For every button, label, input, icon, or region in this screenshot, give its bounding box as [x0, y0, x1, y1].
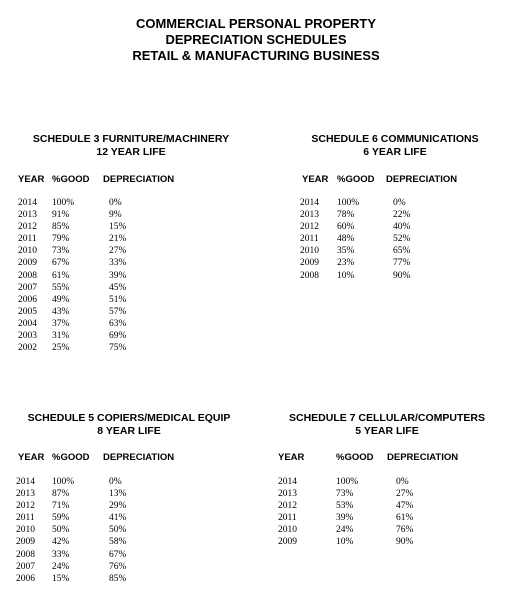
percent-good-cell: 35% — [337, 246, 355, 257]
col-year-header: YEAR — [278, 452, 305, 463]
col-good-header: %GOOD — [52, 452, 90, 463]
table-row — [18, 342, 244, 354]
depreciation-cell: 15% — [109, 222, 127, 233]
percent-good-cell: 25% — [52, 343, 70, 354]
schedule-3 — [18, 133, 244, 373]
depreciation-cell: 57% — [109, 306, 127, 317]
schedule-6 — [300, 133, 490, 293]
percent-good-cell: 48% — [337, 234, 355, 245]
depreciation-cell: 45% — [109, 282, 127, 293]
year-cell: 2006 — [18, 294, 37, 305]
depreciation-cell: 76% — [109, 561, 127, 572]
table-row — [16, 561, 242, 573]
table-row — [18, 197, 244, 209]
depreciation-cell: 0% — [109, 198, 122, 208]
schedule-heading — [278, 412, 496, 438]
year-cell: 2012 — [300, 222, 319, 233]
title-line-3: RETAIL & MANUFACTURING BUSINESS — [132, 48, 380, 63]
percent-good-cell: 33% — [52, 549, 70, 560]
depreciation-cell: 39% — [109, 270, 127, 281]
table-row — [278, 524, 496, 536]
depreciation-cell: 90% — [396, 537, 414, 548]
table-row — [300, 209, 490, 221]
depreciation-cell: 50% — [109, 525, 127, 536]
year-cell: 2012 — [16, 501, 35, 512]
table-row — [300, 197, 490, 209]
schedule-life: 12 YEAR LIFE — [96, 146, 166, 158]
year-cell: 2008 — [18, 270, 37, 281]
percent-good-cell: 10% — [337, 270, 355, 281]
year-cell: 2009 — [300, 258, 319, 269]
percent-good-cell: 100% — [336, 477, 359, 487]
title-line-2: DEPRECIATION SCHEDULES — [165, 32, 347, 47]
table-row — [18, 209, 244, 221]
year-cell: 2007 — [18, 282, 37, 293]
col-good-header: %GOOD — [52, 174, 90, 185]
schedule-rows — [278, 476, 496, 549]
year-cell: 2011 — [16, 513, 35, 524]
percent-good-cell: 49% — [52, 294, 70, 305]
depreciation-cell: 27% — [109, 246, 127, 257]
percent-good-cell: 100% — [52, 198, 75, 208]
percent-good-cell: 87% — [52, 489, 70, 500]
table-row — [18, 221, 244, 233]
depreciation-cell: 27% — [396, 489, 414, 500]
depreciation-cell: 41% — [109, 513, 127, 524]
percent-good-cell: 24% — [336, 525, 354, 536]
year-cell: 2005 — [18, 306, 37, 317]
depreciation-cell: 0% — [396, 477, 409, 487]
depreciation-cell: 52% — [393, 234, 411, 245]
col-depreciation-header: DEPRECIATION — [386, 174, 458, 185]
schedule-heading — [16, 412, 242, 438]
year-cell: 2013 — [278, 489, 297, 500]
col-good-header: %GOOD — [337, 174, 375, 185]
table-row — [18, 233, 244, 245]
col-depreciation-header: DEPRECIATION — [103, 174, 175, 185]
percent-good-cell: 23% — [337, 258, 355, 269]
year-cell: 2010 — [278, 525, 297, 536]
percent-good-cell: 59% — [52, 513, 70, 524]
year-cell: 2008 — [16, 549, 35, 560]
depreciation-cell: 29% — [109, 501, 127, 512]
depreciation-cell: 65% — [393, 246, 411, 257]
depreciation-cell: 47% — [396, 501, 414, 512]
year-cell: 2013 — [300, 210, 319, 221]
schedule-heading — [18, 133, 244, 159]
year-cell: 2010 — [18, 246, 37, 257]
percent-good-cell: 61% — [52, 270, 70, 281]
percent-good-cell: 100% — [52, 477, 75, 487]
percent-good-cell: 100% — [337, 198, 360, 208]
table-row — [300, 257, 490, 269]
percent-good-cell: 43% — [52, 306, 70, 317]
percent-good-cell: 55% — [52, 282, 70, 293]
table-row — [18, 306, 244, 318]
schedule-title: SCHEDULE 6 COMMUNICATIONS — [311, 133, 479, 145]
table-row — [16, 573, 242, 585]
percent-good-cell: 73% — [52, 246, 70, 257]
year-cell: 2009 — [278, 537, 297, 548]
table-row — [16, 476, 242, 488]
percent-good-cell: 78% — [337, 210, 355, 221]
year-cell: 2011 — [278, 513, 297, 524]
year-cell: 2010 — [300, 246, 319, 257]
depreciation-cell: 67% — [109, 549, 127, 560]
year-cell: 2002 — [18, 343, 37, 354]
year-cell: 2011 — [300, 234, 319, 245]
table-row — [18, 257, 244, 269]
depreciation-cell: 33% — [109, 258, 127, 269]
depreciation-cell: 61% — [396, 513, 414, 524]
depreciation-cell: 0% — [393, 198, 406, 208]
table-row — [300, 245, 490, 257]
depreciation-cell: 21% — [109, 234, 127, 245]
table-row — [16, 549, 242, 561]
depreciation-cell: 63% — [109, 318, 127, 329]
schedule-rows — [300, 197, 490, 282]
col-good-header: %GOOD — [336, 452, 374, 463]
depreciation-cell: 85% — [109, 573, 127, 584]
table-row — [16, 500, 242, 512]
year-cell: 2006 — [16, 573, 35, 584]
table-row — [278, 488, 496, 500]
depreciation-cell: 9% — [109, 210, 122, 221]
table-row — [300, 221, 490, 233]
depreciation-cell: 13% — [109, 489, 127, 500]
depreciation-cell: 75% — [109, 343, 127, 354]
year-cell: 2009 — [16, 537, 35, 548]
percent-good-cell: 67% — [52, 258, 70, 269]
depreciation-cell: 76% — [396, 525, 414, 536]
col-year-header: YEAR — [302, 174, 329, 185]
table-row — [278, 512, 496, 524]
percent-good-cell: 60% — [337, 222, 355, 233]
percent-good-cell: 91% — [52, 210, 70, 221]
table-row — [18, 245, 244, 257]
depreciation-cell: 40% — [393, 222, 411, 233]
year-cell: 2014 — [300, 198, 319, 208]
percent-good-cell: 79% — [52, 234, 70, 245]
table-row — [16, 488, 242, 500]
schedule-rows — [18, 197, 244, 354]
table-row — [278, 476, 496, 488]
percent-good-cell: 73% — [336, 489, 354, 500]
depreciation-cell: 58% — [109, 537, 127, 548]
depreciation-cell: 77% — [393, 258, 411, 269]
depreciation-cell: 22% — [393, 210, 411, 221]
schedule-life: 8 YEAR LIFE — [97, 425, 161, 437]
depreciation-cell: 90% — [393, 270, 411, 281]
schedule-title: SCHEDULE 3 FURNITURE/MACHINERY — [32, 133, 230, 145]
col-year-header: YEAR — [18, 174, 45, 185]
year-cell: 2013 — [18, 210, 37, 221]
year-cell: 2009 — [18, 258, 37, 269]
percent-good-cell: 37% — [52, 318, 70, 329]
table-row — [16, 524, 242, 536]
table-row — [278, 500, 496, 512]
percent-good-cell: 10% — [336, 537, 354, 548]
depreciation-cell: 51% — [109, 294, 127, 305]
table-row — [18, 294, 244, 306]
year-cell: 2014 — [278, 477, 297, 487]
year-cell: 2004 — [18, 318, 37, 329]
year-cell: 2007 — [16, 561, 35, 572]
schedule-life: 5 YEAR LIFE — [355, 425, 419, 437]
year-cell: 2013 — [16, 489, 35, 500]
percent-good-cell: 42% — [52, 537, 70, 548]
title-line-1: COMMERCIAL PERSONAL PROPERTY — [135, 16, 377, 31]
year-cell: 2014 — [16, 477, 35, 487]
schedule-7 — [278, 412, 496, 562]
col-depreciation-header: DEPRECIATION — [387, 452, 459, 463]
percent-good-cell: 85% — [52, 222, 70, 233]
schedule-rows — [16, 476, 242, 585]
depreciation-cell: 69% — [109, 331, 127, 342]
schedule-5 — [16, 412, 242, 592]
year-cell: 2010 — [16, 525, 35, 536]
year-cell: 2014 — [18, 198, 37, 208]
table-row — [18, 282, 244, 294]
col-depreciation-header: DEPRECIATION — [103, 452, 175, 463]
table-row — [16, 512, 242, 524]
table-row — [300, 233, 490, 245]
year-cell: 2008 — [300, 270, 319, 281]
schedule-life: 6 YEAR LIFE — [363, 146, 427, 158]
percent-good-cell: 53% — [336, 501, 354, 512]
depreciation-cell: 0% — [109, 477, 122, 487]
percent-good-cell: 15% — [52, 573, 70, 584]
document-title — [0, 16, 512, 64]
percent-good-cell: 71% — [52, 501, 70, 512]
table-row — [18, 270, 244, 282]
schedule-title: SCHEDULE 5 COPIERS/MEDICAL EQUIP — [27, 412, 231, 424]
year-cell: 2012 — [278, 501, 297, 512]
percent-good-cell: 24% — [52, 561, 70, 572]
percent-good-cell: 39% — [336, 513, 354, 524]
year-cell: 2003 — [18, 331, 37, 342]
table-row — [16, 536, 242, 548]
table-row — [278, 536, 496, 548]
schedule-heading — [300, 133, 490, 159]
table-row — [18, 330, 244, 342]
schedule-title: SCHEDULE 7 CELLULAR/COMPUTERS — [288, 412, 485, 424]
percent-good-cell: 50% — [52, 525, 70, 536]
table-row — [300, 270, 490, 282]
percent-good-cell: 31% — [52, 331, 70, 342]
year-cell: 2011 — [18, 234, 37, 245]
col-year-header: YEAR — [18, 452, 45, 463]
table-row — [18, 318, 244, 330]
year-cell: 2012 — [18, 222, 37, 233]
